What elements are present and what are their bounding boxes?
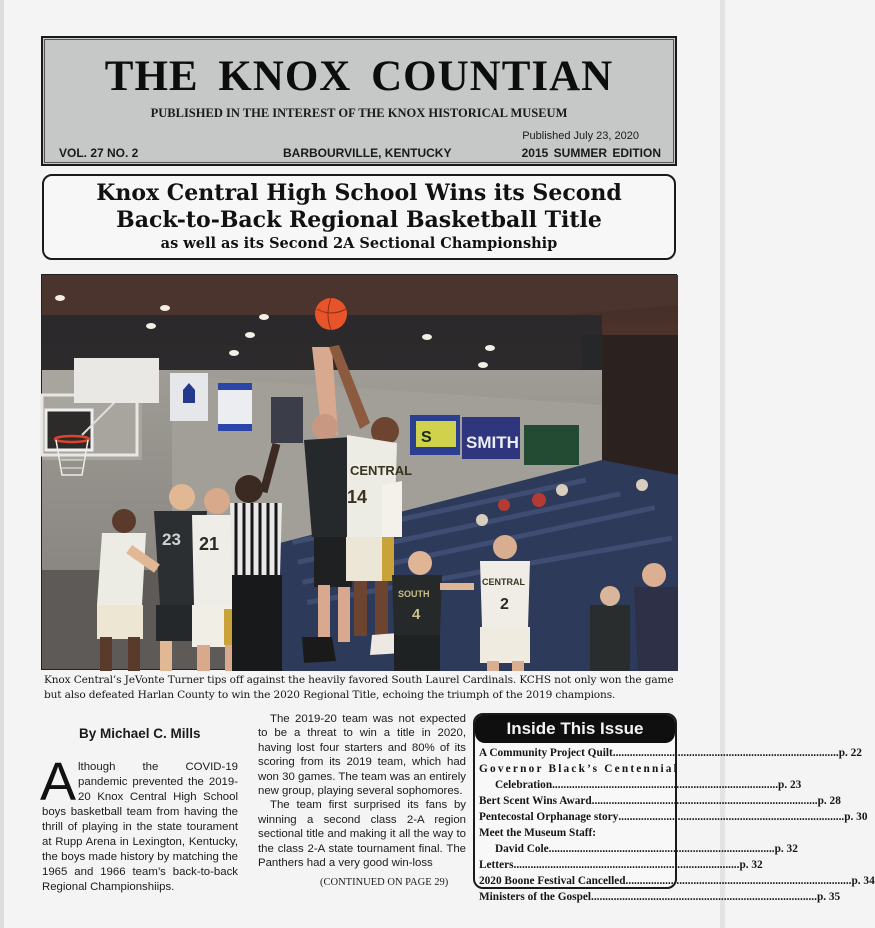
article-paragraph: The 2019-20 team was not expected to be a threat to win a title in 2020, having lost four starters and 80% of its scoring from its 2019 team, which had won 30 games. The team was an entirely new group, playing several sophomores. xyxy=(258,713,466,798)
headline-line-1: Knox Central High School Wins its Second xyxy=(96,180,622,206)
edition: 2015 SUMMER EDITION xyxy=(521,146,661,160)
headline-subline: as well as its Second 2A Sectional Championship xyxy=(160,235,558,252)
toc-item[interactable]: Bert Scent Wins Award ..... p. 28 xyxy=(479,793,672,809)
basketball-photo xyxy=(41,274,677,670)
continued-notice: (CONTINUED ON PAGE 29) xyxy=(320,877,449,888)
newspaper-title: THE KNOX COUNTIAN xyxy=(104,53,614,100)
toc-title: Inside This Issue xyxy=(475,715,675,743)
svg-text:S: S xyxy=(421,429,432,446)
smith-banner-text: SMITH xyxy=(466,433,519,452)
byline: By Michael C. Mills xyxy=(79,726,201,741)
jersey-number-2: 2 xyxy=(500,596,509,613)
article-column-2 xyxy=(258,712,466,870)
inside-this-issue-box xyxy=(473,713,875,903)
toc-item[interactable]: David Cole ..... p. 32 xyxy=(479,841,672,857)
toc-item[interactable]: A Community Project Quilt ..... p. 22 xyxy=(479,745,672,761)
article-column-1 xyxy=(40,752,238,895)
svg-text:CENTRAL: CENTRAL xyxy=(350,463,413,478)
page-edge xyxy=(0,0,4,928)
toc-item[interactable]: Celebration ..... p. 23 xyxy=(479,777,672,793)
jersey-number-4: 4 xyxy=(412,606,421,623)
headline-box xyxy=(42,174,676,260)
toc-item[interactable]: Governor Black’s Centennial xyxy=(479,763,679,775)
toc-item[interactable]: Ministers of the Gospel ..... p. 35 xyxy=(479,889,672,905)
published-date: Published July 23, 2020 xyxy=(522,130,639,142)
jersey-text-central: CENTRAL xyxy=(482,577,525,587)
volume-number: VOL. 27 NO. 2 xyxy=(59,146,139,160)
toc-item[interactable]: 2020 Boone Festival Cancelled ..... p. 34 xyxy=(479,873,672,889)
toc-item[interactable]: Letters ..... p. 32 xyxy=(479,857,672,873)
headline-line-2: Back-to-Back Regional Basketball Title xyxy=(116,207,602,233)
location: BARBOURVILLE, KENTUCKY xyxy=(283,146,452,160)
newspaper-subtitle: PUBLISHED IN THE INTEREST OF THE KNOX HISTORICAL MUSEUM xyxy=(150,106,568,120)
jersey-number-21: 21 xyxy=(199,534,220,554)
article-paragraph: lthough the COVID-19 pandemic prevented the 2019-20 Knox Central High School boys basketball team from having the thrill of playing in the state tourament at Rupp Arena in Lexington, Kentucky, the boys made history by matching the 1965 and 1966 team’s back-to-back Regional Championshiips. xyxy=(42,761,238,893)
jersey-text-south: SOUTH xyxy=(398,589,430,599)
jersey-number-14: 14 xyxy=(347,487,368,507)
toc-item[interactable]: Meet the Museum Staff: xyxy=(479,827,597,839)
photo-caption: Knox Central’s JeVonte Turner tips off against the heavily favored South Laurel Cardinals. KCHS not only won the game but also defeated Harlan County to win the 2020 Regional Title, echoing the triumph of the 2019 champions. xyxy=(44,674,674,701)
jersey-number-23: 23 xyxy=(162,530,181,549)
drop-cap: A xyxy=(40,752,77,812)
masthead xyxy=(41,36,677,166)
toc-list xyxy=(475,743,875,905)
article-paragraph: The team first surprised its fans by winning a second class 2-A region sectional title and making it all the way to the class 2-A state tournament final. The Panthers had a very good win-loss xyxy=(258,799,466,870)
toc-item[interactable]: Pentecostal Orphanage story ..... p. 30 xyxy=(479,809,672,825)
